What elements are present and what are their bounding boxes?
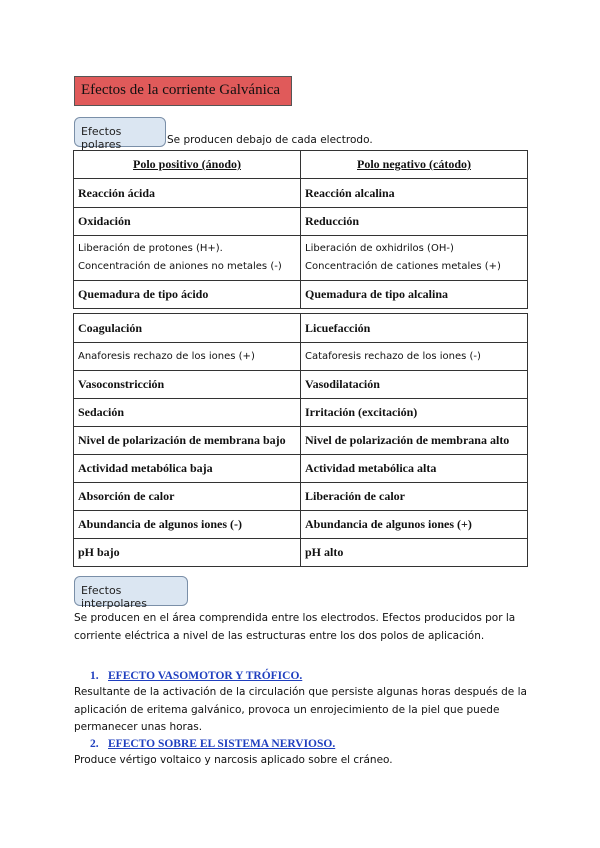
item-number: 1.: [90, 670, 99, 682]
polares-table-1: [73, 150, 528, 309]
item-body-nervioso: Produce vértigo voltaico y narcosis aplicado sobre el cráneo.: [74, 754, 393, 766]
interpolares-intro: Se producen en el área comprendida entre los electrodos. Efectos producidos por la corriente eléctrica a nivel de las estructuras entre los dos polos de aplicación.: [74, 612, 516, 642]
cell-anode: Oxidación: [74, 208, 301, 236]
item-heading-text: EFECTO SOBRE EL SISTEMA NERVIOSO.: [108, 738, 336, 750]
table-row: [74, 511, 528, 539]
section-label-interpolares: Efectos interpolares: [74, 576, 188, 606]
cell-cathode: Reacción alcalina: [301, 179, 528, 208]
table-row: [74, 343, 528, 371]
cell-cathode: pH alto: [301, 539, 528, 567]
item-heading-text: EFECTO VASOMOTOR Y TRÓFICO.: [108, 670, 303, 682]
table-row: [74, 539, 528, 567]
header-cathode-label: Polo negativo (cátodo): [357, 157, 471, 171]
cell-anode: Abundancia de algunos iones (-): [74, 511, 301, 539]
polares-note: Se producen debajo de cada electrodo.: [167, 134, 373, 146]
cell-anode: Sedación: [74, 399, 301, 427]
cell-anode: Actividad metabólica baja: [74, 455, 301, 483]
cell-cathode: Nivel de polarización de membrana alto: [301, 427, 528, 455]
item-number: 2.: [90, 738, 99, 750]
table-row: [74, 483, 528, 511]
cell-anode: Reacción ácida: [74, 179, 301, 208]
table-row: [74, 281, 528, 309]
cell-anode: Liberación de protones (H+). Concentración de aniones no metales (-): [74, 236, 301, 281]
table-row: [74, 236, 528, 281]
header-anode-label: Polo positivo (ánodo): [132, 157, 241, 171]
cell-cathode: Cataforesis rechazo de los iones (-): [301, 343, 528, 371]
cell-anode: Nivel de polarización de membrana bajo: [74, 427, 301, 455]
cell-anode: Coagulación: [74, 314, 301, 343]
cell-cathode: Liberación de oxhidrilos (OH-) Concentración de cationes metales (+): [301, 236, 528, 281]
table-row: [74, 371, 528, 399]
cell-anode: pH bajo: [74, 539, 301, 567]
table-header-row: [74, 151, 528, 179]
table-row: [74, 427, 528, 455]
cell-cathode: Abundancia de algunos iones (+): [301, 511, 528, 539]
item-body-vasomotor: Resultante de la activación de la circulación que persiste algunas horas después de la aplicación de eritema galvánico, provoca un enrojecimiento de la piel que puede permanecer unas horas.: [74, 686, 527, 733]
table-row: [74, 179, 528, 208]
cell-anode: Anaforesis rechazo de los iones (+): [74, 343, 301, 371]
cell-cathode: Vasodilatación: [301, 371, 528, 399]
table-row: [74, 208, 528, 236]
header-anode: [74, 151, 301, 179]
table-row: [74, 314, 528, 343]
cell-cathode: Actividad metabólica alta: [301, 455, 528, 483]
cell-cathode: Reducción: [301, 208, 528, 236]
page-title: Efectos de la corriente Galvánica: [74, 76, 292, 106]
cell-anode: Absorción de calor: [74, 483, 301, 511]
header-cathode: [301, 151, 528, 179]
item-heading-vasomotor: [90, 670, 302, 682]
cell-cathode: Liberación de calor: [301, 483, 528, 511]
table-row: [74, 399, 528, 427]
cell-cathode: Irritación (excitación): [301, 399, 528, 427]
table-row: [74, 455, 528, 483]
polares-table-2: [73, 313, 528, 567]
cell-anode: Quemadura de tipo ácido: [74, 281, 301, 309]
item-heading-nervioso: [90, 738, 335, 750]
cell-cathode: Licuefacción: [301, 314, 528, 343]
cell-anode: Vasoconstricción: [74, 371, 301, 399]
section-label-polares: Efectos polares: [74, 117, 166, 147]
cell-cathode: Quemadura de tipo alcalina: [301, 281, 528, 309]
